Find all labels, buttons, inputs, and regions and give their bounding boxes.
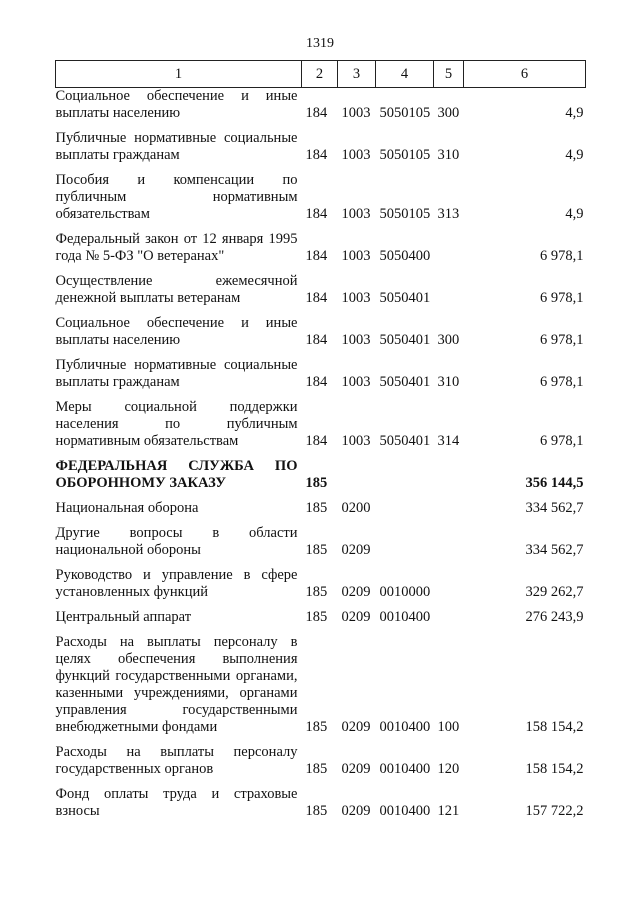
row-amount: 4,9 xyxy=(565,147,584,163)
row-name-text: Расходы на выплаты персоналу в целях обеспечения выполнения функций государственными органами, казенными учреждениями, органами управления государственными внебюджетными фондами xyxy=(55,634,298,735)
row-amount: 334 562,7 xyxy=(525,500,584,516)
row-name xyxy=(56,88,302,131)
row-target-article: 5050401 xyxy=(379,433,431,449)
row-target-article: 5050400 xyxy=(379,248,431,264)
row-section: 0209 xyxy=(341,761,371,777)
table-row xyxy=(56,567,586,609)
row-target-article xyxy=(376,525,434,567)
row-amount: 158 154,2 xyxy=(525,761,584,777)
row-section: 1003 xyxy=(341,248,371,264)
table-row xyxy=(56,458,586,500)
row-name xyxy=(56,500,302,525)
row-name xyxy=(56,273,302,315)
row-grbs: 184 xyxy=(305,433,328,449)
row-section: 1003 xyxy=(341,290,371,306)
row-grbs: 185 xyxy=(305,719,328,735)
row-grbs: 184 xyxy=(305,332,328,348)
row-name-text: Публичные нормативные социальные выплаты гражданам xyxy=(55,130,298,163)
row-name xyxy=(56,130,302,172)
row-name xyxy=(56,399,302,458)
row-amount: 6 978,1 xyxy=(540,290,584,306)
row-amount: 6 978,1 xyxy=(540,374,584,390)
row-target-article: 5050401 xyxy=(379,374,431,390)
header-col-3: 3 xyxy=(338,61,376,88)
row-name xyxy=(56,786,302,828)
table-row xyxy=(56,273,586,315)
header-col-2: 2 xyxy=(302,61,338,88)
table-row xyxy=(56,786,586,828)
table-row xyxy=(56,357,586,399)
row-grbs: 184 xyxy=(305,105,328,121)
row-target-article xyxy=(376,458,434,500)
row-amount: 4,9 xyxy=(565,105,584,121)
row-expense-type: 120 xyxy=(437,761,460,777)
row-expense-type: 300 xyxy=(437,105,460,121)
table-row xyxy=(56,88,586,131)
row-section: 1003 xyxy=(341,206,371,222)
row-expense-type: 314 xyxy=(437,433,460,449)
row-section: 1003 xyxy=(341,433,371,449)
header-col-4: 4 xyxy=(376,61,434,88)
row-name-text: Социальное обеспечение и иные выплаты населению xyxy=(55,88,298,121)
row-section: 0209 xyxy=(341,803,371,819)
table-body xyxy=(56,88,586,829)
row-grbs: 184 xyxy=(305,290,328,306)
row-name-text: Центральный аппарат xyxy=(55,609,192,625)
row-expense-type: 310 xyxy=(437,374,460,390)
row-amount: 6 978,1 xyxy=(540,332,584,348)
table-row xyxy=(56,744,586,786)
page-number: 1319 xyxy=(306,36,334,51)
row-section: 1003 xyxy=(341,147,371,163)
row-expense-type: 313 xyxy=(437,206,460,222)
row-amount: 4,9 xyxy=(565,206,584,222)
row-grbs: 185 xyxy=(305,500,328,516)
row-target-article: 5050105 xyxy=(379,105,431,121)
row-name-text: Руководство и управление в сфере установленных функций xyxy=(55,567,298,600)
table-row xyxy=(56,231,586,273)
row-amount: 329 262,7 xyxy=(525,584,584,600)
row-name-text: Социальное обеспечение и иные выплаты населению xyxy=(55,315,298,348)
row-target-article: 5050401 xyxy=(379,332,431,348)
header-col-6: 6 xyxy=(464,61,586,88)
row-name-text: Пособия и компенсации по публичным нормативным обязательствам xyxy=(55,172,298,222)
header-col-5: 5 xyxy=(434,61,464,88)
table-row xyxy=(56,500,586,525)
row-amount: 276 243,9 xyxy=(525,609,584,625)
row-name xyxy=(56,567,302,609)
row-target-article: 0010400 xyxy=(379,609,431,625)
row-expense-type xyxy=(434,609,464,634)
row-expense-type xyxy=(434,567,464,609)
row-section: 0209 xyxy=(341,719,371,735)
row-grbs: 184 xyxy=(305,374,328,390)
row-name xyxy=(56,357,302,399)
table-row xyxy=(56,609,586,634)
row-section: 0200 xyxy=(341,500,371,516)
header-col-1: 1 xyxy=(56,61,302,88)
row-grbs: 185 xyxy=(305,761,328,777)
row-amount: 6 978,1 xyxy=(540,433,584,449)
row-target-article xyxy=(376,500,434,525)
row-amount: 6 978,1 xyxy=(540,248,584,264)
row-section: 0209 xyxy=(341,584,371,600)
row-name xyxy=(56,315,302,357)
row-name-text: Меры социальной поддержки населения по публичным нормативным обязательствам xyxy=(55,399,298,449)
row-expense-type: 100 xyxy=(437,719,460,735)
row-expense-type: 121 xyxy=(437,803,460,819)
row-amount: 157 722,2 xyxy=(525,803,584,819)
row-target-article: 5050105 xyxy=(379,147,431,163)
row-target-article: 0010400 xyxy=(379,761,431,777)
row-expense-type xyxy=(434,500,464,525)
row-section: 0209 xyxy=(341,542,371,558)
row-section: 1003 xyxy=(341,374,371,390)
row-name xyxy=(56,172,302,231)
row-name xyxy=(56,609,302,634)
row-name-text: Осуществление ежемесячной денежной выплаты ветеранам xyxy=(55,273,298,306)
row-name-text: Федеральный закон от 12 января 1995 года № 5-ФЗ "О ветеранах" xyxy=(55,231,298,264)
row-section: 1003 xyxy=(341,332,371,348)
row-expense-type: 300 xyxy=(437,332,460,348)
row-target-article: 0010400 xyxy=(379,803,431,819)
row-name-text: Фонд оплаты труда и страховые взносы xyxy=(55,786,298,819)
row-target-article: 0010000 xyxy=(379,584,431,600)
row-amount: 356 144,5 xyxy=(525,475,584,491)
row-name xyxy=(56,744,302,786)
row-grbs: 184 xyxy=(305,206,328,222)
row-grbs: 184 xyxy=(305,147,328,163)
row-grbs: 185 xyxy=(305,475,328,491)
row-amount: 158 154,2 xyxy=(525,719,584,735)
row-name-text: Расходы на выплаты персоналу государственных органов xyxy=(55,744,298,777)
row-expense-type xyxy=(434,458,464,500)
row-name-text: ФЕДЕРАЛЬНАЯ СЛУЖБА ПО ОБОРОННОМУ ЗАКАЗУ xyxy=(55,458,298,491)
budget-table xyxy=(55,60,586,828)
row-grbs: 185 xyxy=(305,609,328,625)
row-expense-type xyxy=(434,525,464,567)
row-section: 1003 xyxy=(341,105,371,121)
row-amount: 334 562,7 xyxy=(525,542,584,558)
row-name xyxy=(56,634,302,744)
row-target-article: 5050401 xyxy=(379,290,431,306)
table-row xyxy=(56,315,586,357)
row-name xyxy=(56,458,302,500)
table-row xyxy=(56,130,586,172)
row-section xyxy=(338,458,376,500)
table-row xyxy=(56,172,586,231)
row-name-text: Другие вопросы в области национальной обороны xyxy=(55,525,298,558)
row-grbs: 185 xyxy=(305,803,328,819)
table-row xyxy=(56,399,586,458)
row-grbs: 185 xyxy=(305,584,328,600)
row-target-article: 0010400 xyxy=(379,719,431,735)
row-expense-type xyxy=(434,273,464,315)
row-name xyxy=(56,231,302,273)
row-expense-type xyxy=(434,231,464,273)
header-row xyxy=(56,61,586,88)
row-name-text: Публичные нормативные социальные выплаты гражданам xyxy=(55,357,298,390)
row-target-article: 5050105 xyxy=(379,206,431,222)
row-grbs: 184 xyxy=(305,248,328,264)
row-section: 0209 xyxy=(341,609,371,625)
row-grbs: 185 xyxy=(305,542,328,558)
row-name xyxy=(56,525,302,567)
row-name-text: Национальная оборона xyxy=(55,500,199,516)
table-row xyxy=(56,525,586,567)
table-row xyxy=(56,634,586,744)
row-expense-type: 310 xyxy=(437,147,460,163)
